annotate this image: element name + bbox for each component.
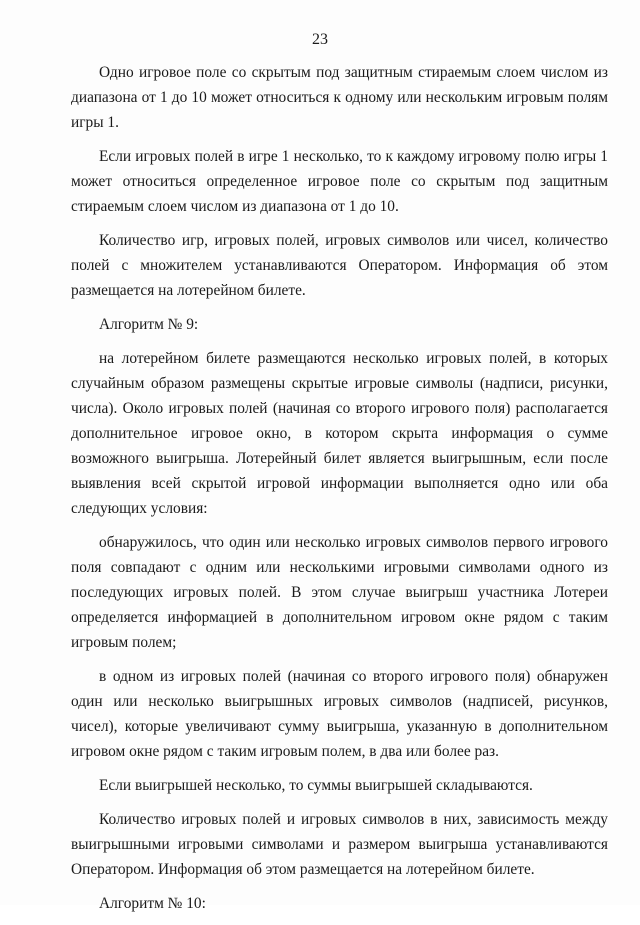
paragraph-multiple-fields: Если игровых полей в игре 1 несколько, то к каждому игровому полю игры 1 может относиться определенное игровое поле со скрытым под защитным стираемым слоем числом из диапазона от 1 до 10. [71,148,608,215]
paragraph-operator-quantities: Количество игр, игровых полей, игровых символов или чисел, количество полей с множителем устанавливаются Оператором. Информация об этом размещается на лотерейном билете. [71,232,608,299]
paragraph-operator-dependency: Количество игровых полей и игровых символов в них, зависимость между выигрышными игровыми символами и размером выигрыша устанавливаются Оператором. Информация об этом размещается на лотерейном билете. [71,811,608,878]
heading-algorithm-10: Алгоритм № 10: [99,895,206,912]
page-number: 23 [312,31,328,48]
heading-algorithm-9: Алгоритм № 9: [99,316,199,333]
paragraph-condition-match: обнаружилось, что один или несколько игровых символов первого игрового поля совпадают с одним или несколькими игровыми символами одного из последующих игровых полей. В этом случае выигрыш участника Лотереи определяется информацией в дополнительном игровом окне рядом с таким игровым полем; [71,534,608,651]
paragraph-game-field-range: Одно игровое поле со скрытым под защитным стираемым слоем числом из диапазона от 1 до 10 может относиться к одному или нескольким игровым полям игры 1. [71,64,608,131]
paragraph-algorithm-9-description: на лотерейном билете размещаются несколько игровых полей, в которых случайным образом размещены скрытые игровые символы (надписи, рисунки, числа). Около игровых полей (начиная со второго игрового поля) располагается дополнительное игровое окно, в котором скрыта информация о сумме возможного выигрыша. Лотерейный билет является выигрышным, если после выявления всей скрытой игровой информации выполняется одно или оба следующих условия: [71,350,608,517]
paragraph-condition-multiplier: в одном из игровых полей (начиная со второго игрового поля) обнаружен один или несколько выигрышных игровых символов (надписей, рисунков, чисел), которые увеличивают сумму выигрыша, указанную в дополнительном игровом окне рядом с таким игровым полем, в два или более раз. [71,668,608,760]
paragraph-wins-sum: Если выигрышей несколько, то суммы выигрышей складываются. [99,777,533,794]
document-body [71,60,608,925]
